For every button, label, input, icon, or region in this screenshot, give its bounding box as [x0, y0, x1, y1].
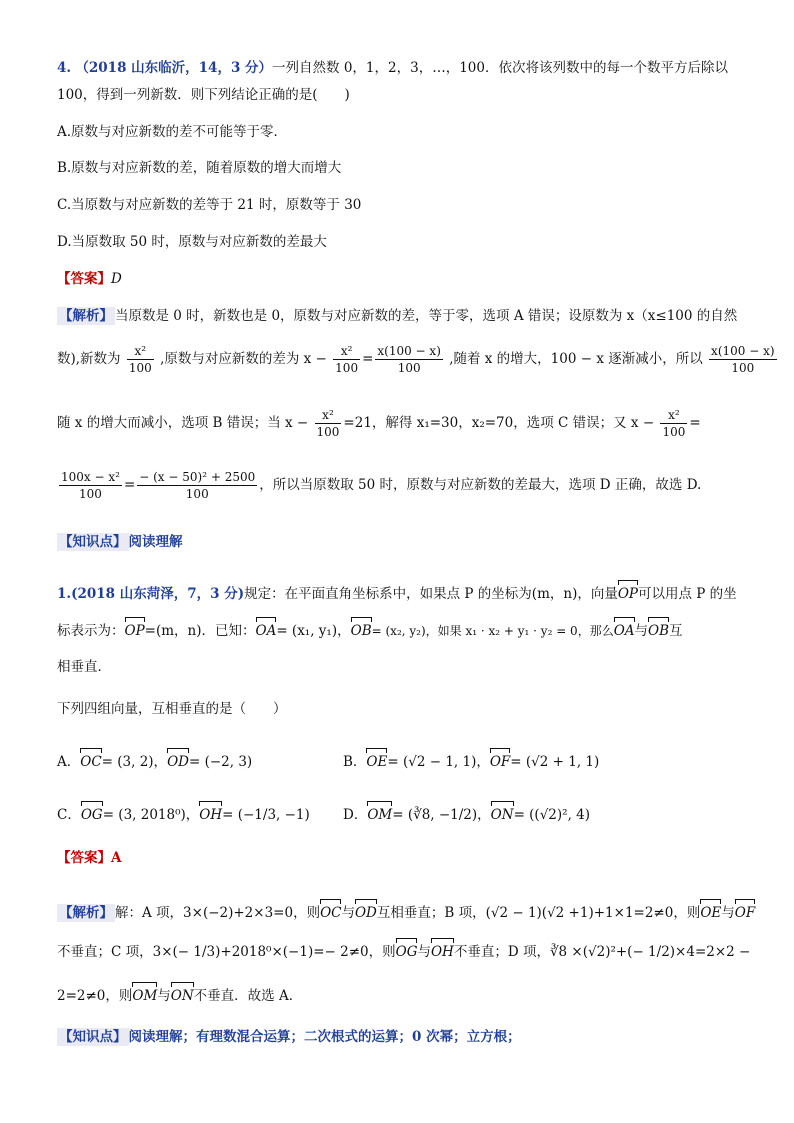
vector-oh: OH [431, 938, 454, 962]
q4-knowledge [57, 532, 183, 552]
q1-analysis-text1a: 解：A 项，3×(−2)+2×3=0，则 [115, 905, 321, 921]
vector-op: OP [125, 617, 145, 641]
q4-analysis-line3 [57, 404, 701, 442]
q1-answer-value: A [111, 850, 122, 866]
q4-analysis-line2 [57, 340, 779, 378]
vector-on: ON [171, 982, 194, 1006]
q1-analysis-text1c: 互相垂直；B 项，(√2 − 1)(√2 +1)+1×1=2≠0，则 [376, 905, 701, 921]
q1-source: (2018 山东菏泽，7，3 分) [71, 586, 245, 602]
vector-of: OF [490, 748, 510, 772]
q4-analysis-text1: 当原数是 0 时，新数也是 0，原数与对应新数的差，等于零，选项 A 错误；设原数为 x（x≤100 的自然 [115, 308, 738, 324]
fraction-x2-over-100 [127, 343, 154, 376]
frac-den: 100 [185, 487, 209, 501]
q4-knowledge-label: 【知识点】 [59, 534, 127, 550]
frac-den: 100 [397, 361, 421, 375]
q1-analysis-text3b: 与 [157, 988, 171, 1004]
frac-num: x² [315, 407, 342, 424]
vector-od: OD [167, 748, 189, 772]
frac-den: 100 [128, 361, 152, 375]
q1-stem-line1 [57, 580, 737, 604]
q1-answer [57, 848, 121, 868]
q1-analysis-label: 【解析】 [59, 905, 113, 921]
frac-num: x² [127, 343, 154, 360]
option-b-value2: = (√2 + 1, 1) [510, 754, 600, 770]
frac-num: − (x − 50)² + 2500 [139, 470, 256, 484]
q4-source: （2018 山东临沂，14，3 分） [75, 60, 273, 76]
frac-den: 100 [731, 361, 755, 375]
q1-number: 1. [57, 586, 72, 602]
option-b-label: B． [343, 754, 367, 770]
q4-answer-label: 【答案】 [57, 271, 111, 287]
q1-stem-text1: 规定：在平面直角坐标系中，如果点 P 的坐标为(m，n)，向量 [244, 586, 618, 602]
q1-stem-line3: 相垂直． [57, 659, 111, 675]
q1-analysis-line1 [57, 899, 755, 923]
q4-analysis-equals: = [362, 351, 374, 367]
q1-option-b [343, 748, 599, 772]
vector-oe: OE [366, 748, 387, 772]
q4-stem-line1 [57, 58, 728, 78]
vector-og: OG [396, 938, 418, 962]
q4-analysis-text4b: ，所以当原数取 50 时，原数与对应新数的差最大，选项 D 正确，故选 D. [259, 477, 702, 493]
q1-prompt: 下列四组向量，互相垂直的是（ ） [57, 701, 287, 717]
q1-knowledge-label: 【知识点】 [59, 1029, 127, 1045]
q4-analysis-label: 【解析】 [59, 308, 113, 324]
frac-num: x² [660, 407, 687, 424]
q4-analysis-text3b: =21，解得 x₁=30，x₂=70，选项 C 错误；又 x − [343, 415, 655, 431]
option-c-label: C． [57, 807, 81, 823]
option-a-value1: = (3, 2)， [101, 754, 168, 770]
frac-den: 100 [316, 425, 340, 439]
q4-analysis-text2b: ,原数与对应新数的差为 x − [160, 351, 327, 367]
q4-knowledge-value: 阅读理解 [128, 534, 183, 550]
q1-knowledge [57, 1027, 521, 1047]
q1-analysis-text2c: 不垂直；D 项，∛8 ×(√2)²+(− 1/2)×4=2×2 − [453, 944, 751, 960]
q1-analysis-text3c: 不垂直．故选 A． [193, 988, 303, 1004]
option-d-value2: = ((√2)², 4) [513, 807, 591, 823]
vector-ob: OB [648, 617, 669, 641]
q1-analysis-line2 [57, 938, 750, 962]
fraction-100x-minus-x2 [59, 469, 122, 502]
fraction-x2-over-100-b [333, 343, 360, 376]
q1-stem-text2d: = (x₂, y₂)，如果 x₁ · x₂ + y₁ · y₂ = 0，那么 [371, 624, 614, 638]
q1-option-d [343, 801, 590, 825]
vector-og: OG [81, 801, 103, 825]
option-d-label: D． [343, 807, 368, 823]
q1-stem-text2f: 互 [669, 623, 683, 639]
q4-option-c: C.当原数与对应新数的差等于 21 时，原数等于 30 [57, 197, 362, 213]
q4-analysis-text2d: ,随着 x 的增大，100 − x 逐渐减小，所以 [449, 351, 703, 367]
q1-knowledge-value: 阅读理解；有理数混合运算；二次根式的运算；0 次幂；立方根； [128, 1029, 521, 1045]
vector-om: OM [367, 801, 392, 825]
q1-answer-label: 【答案】 [57, 850, 111, 866]
q1-stem-text1b: 可以用点 P 的坐 [638, 586, 737, 602]
q4-option-d: D.当原数取 50 时，原数与对应新数的差最大 [57, 234, 327, 250]
q1-analysis-line3 [57, 982, 302, 1006]
vector-oe: OE [700, 899, 721, 923]
fraction-x-100-minus-x-b [709, 343, 777, 376]
option-c-value1: = (3, 2018⁰)， [102, 807, 200, 823]
vector-oa: OA [256, 617, 277, 641]
fraction-x-100-minus-x [375, 343, 443, 376]
q1-stem-text2e: 与 [634, 623, 649, 639]
frac-den: 100 [662, 425, 686, 439]
q4-option-b: B.原数与对应新数的差，随着原数的增大而增大 [57, 160, 342, 176]
frac-num: 100x − x² [61, 470, 120, 484]
q4-answer-value: D [111, 271, 122, 287]
vector-oh: OH [199, 801, 222, 825]
q4-analysis-equals-2: = [689, 415, 701, 431]
q4-number: 4. [57, 60, 72, 76]
option-a-value2: = (−2, 3) [188, 754, 253, 770]
q1-stem-text2a: 标表示为： [57, 623, 125, 639]
q1-stem-line2 [57, 617, 683, 641]
vector-od: OD [355, 899, 377, 923]
vector-oc: OC [80, 748, 101, 772]
frac-num: x² [333, 343, 360, 360]
option-d-value1: = (∛8, −1/2)， [392, 807, 491, 823]
q4-stem-text1: 一列自然数 0，1，2，3，…，100．依次将该列数中的每一个数平方后除以 [272, 60, 728, 76]
vector-oa: OA [614, 617, 635, 641]
q1-option-a [57, 748, 252, 772]
vector-on: ON [491, 801, 514, 825]
q1-stem-text2c: = (x₁, y₁)， [276, 623, 351, 639]
frac-den: 100 [335, 361, 359, 375]
q4-option-a: A.原数与对应新数的差不可能等于零． [57, 124, 288, 140]
q4-analysis-text3a: 随 x 的增大而减小，选项 B 错误；当 x − [57, 415, 309, 431]
q4-analysis-text2a: 数),新数为 [57, 351, 121, 367]
q4-answer [57, 269, 122, 289]
option-c-value2: = (−1/3, −1) [222, 807, 310, 823]
frac-num: x(100 − x) [377, 344, 441, 358]
q1-analysis-text2b: 与 [417, 944, 431, 960]
vector-of: OF [735, 899, 755, 923]
vector-op: OP [618, 580, 638, 604]
option-b-value1: = (√2 − 1, 1)， [387, 754, 490, 770]
q1-analysis-text1d: 与 [721, 905, 735, 921]
q1-analysis-text1b: 与 [341, 905, 355, 921]
vector-om: OM [132, 982, 157, 1006]
q1-analysis-text3a: 2=2≠0，则 [57, 988, 133, 1004]
fraction-x2-over-100-d [660, 407, 687, 440]
q4-stem-line2: 100，得到一列新数．则下列结论正确的是( ) [57, 87, 350, 103]
q1-stem-text2b: =(m，n)．已知： [144, 623, 256, 639]
fraction-completed-square [137, 469, 257, 502]
frac-den: 100 [79, 487, 102, 501]
vector-ob: OB [351, 617, 372, 641]
q4-analysis-equals-3: = [123, 477, 136, 493]
q1-analysis-text2a: 不垂直；C 项，3×(− 1/3)+2018⁰×(−1)=− 2≠0，则 [57, 944, 396, 960]
vector-oc: OC [320, 899, 341, 923]
frac-num: x(100 − x) [711, 344, 775, 358]
q1-option-c [57, 801, 310, 825]
option-a-label: A． [57, 754, 81, 770]
fraction-x2-over-100-c [315, 407, 342, 440]
q4-analysis-line1 [57, 306, 737, 326]
q4-analysis-line4 [57, 466, 701, 504]
